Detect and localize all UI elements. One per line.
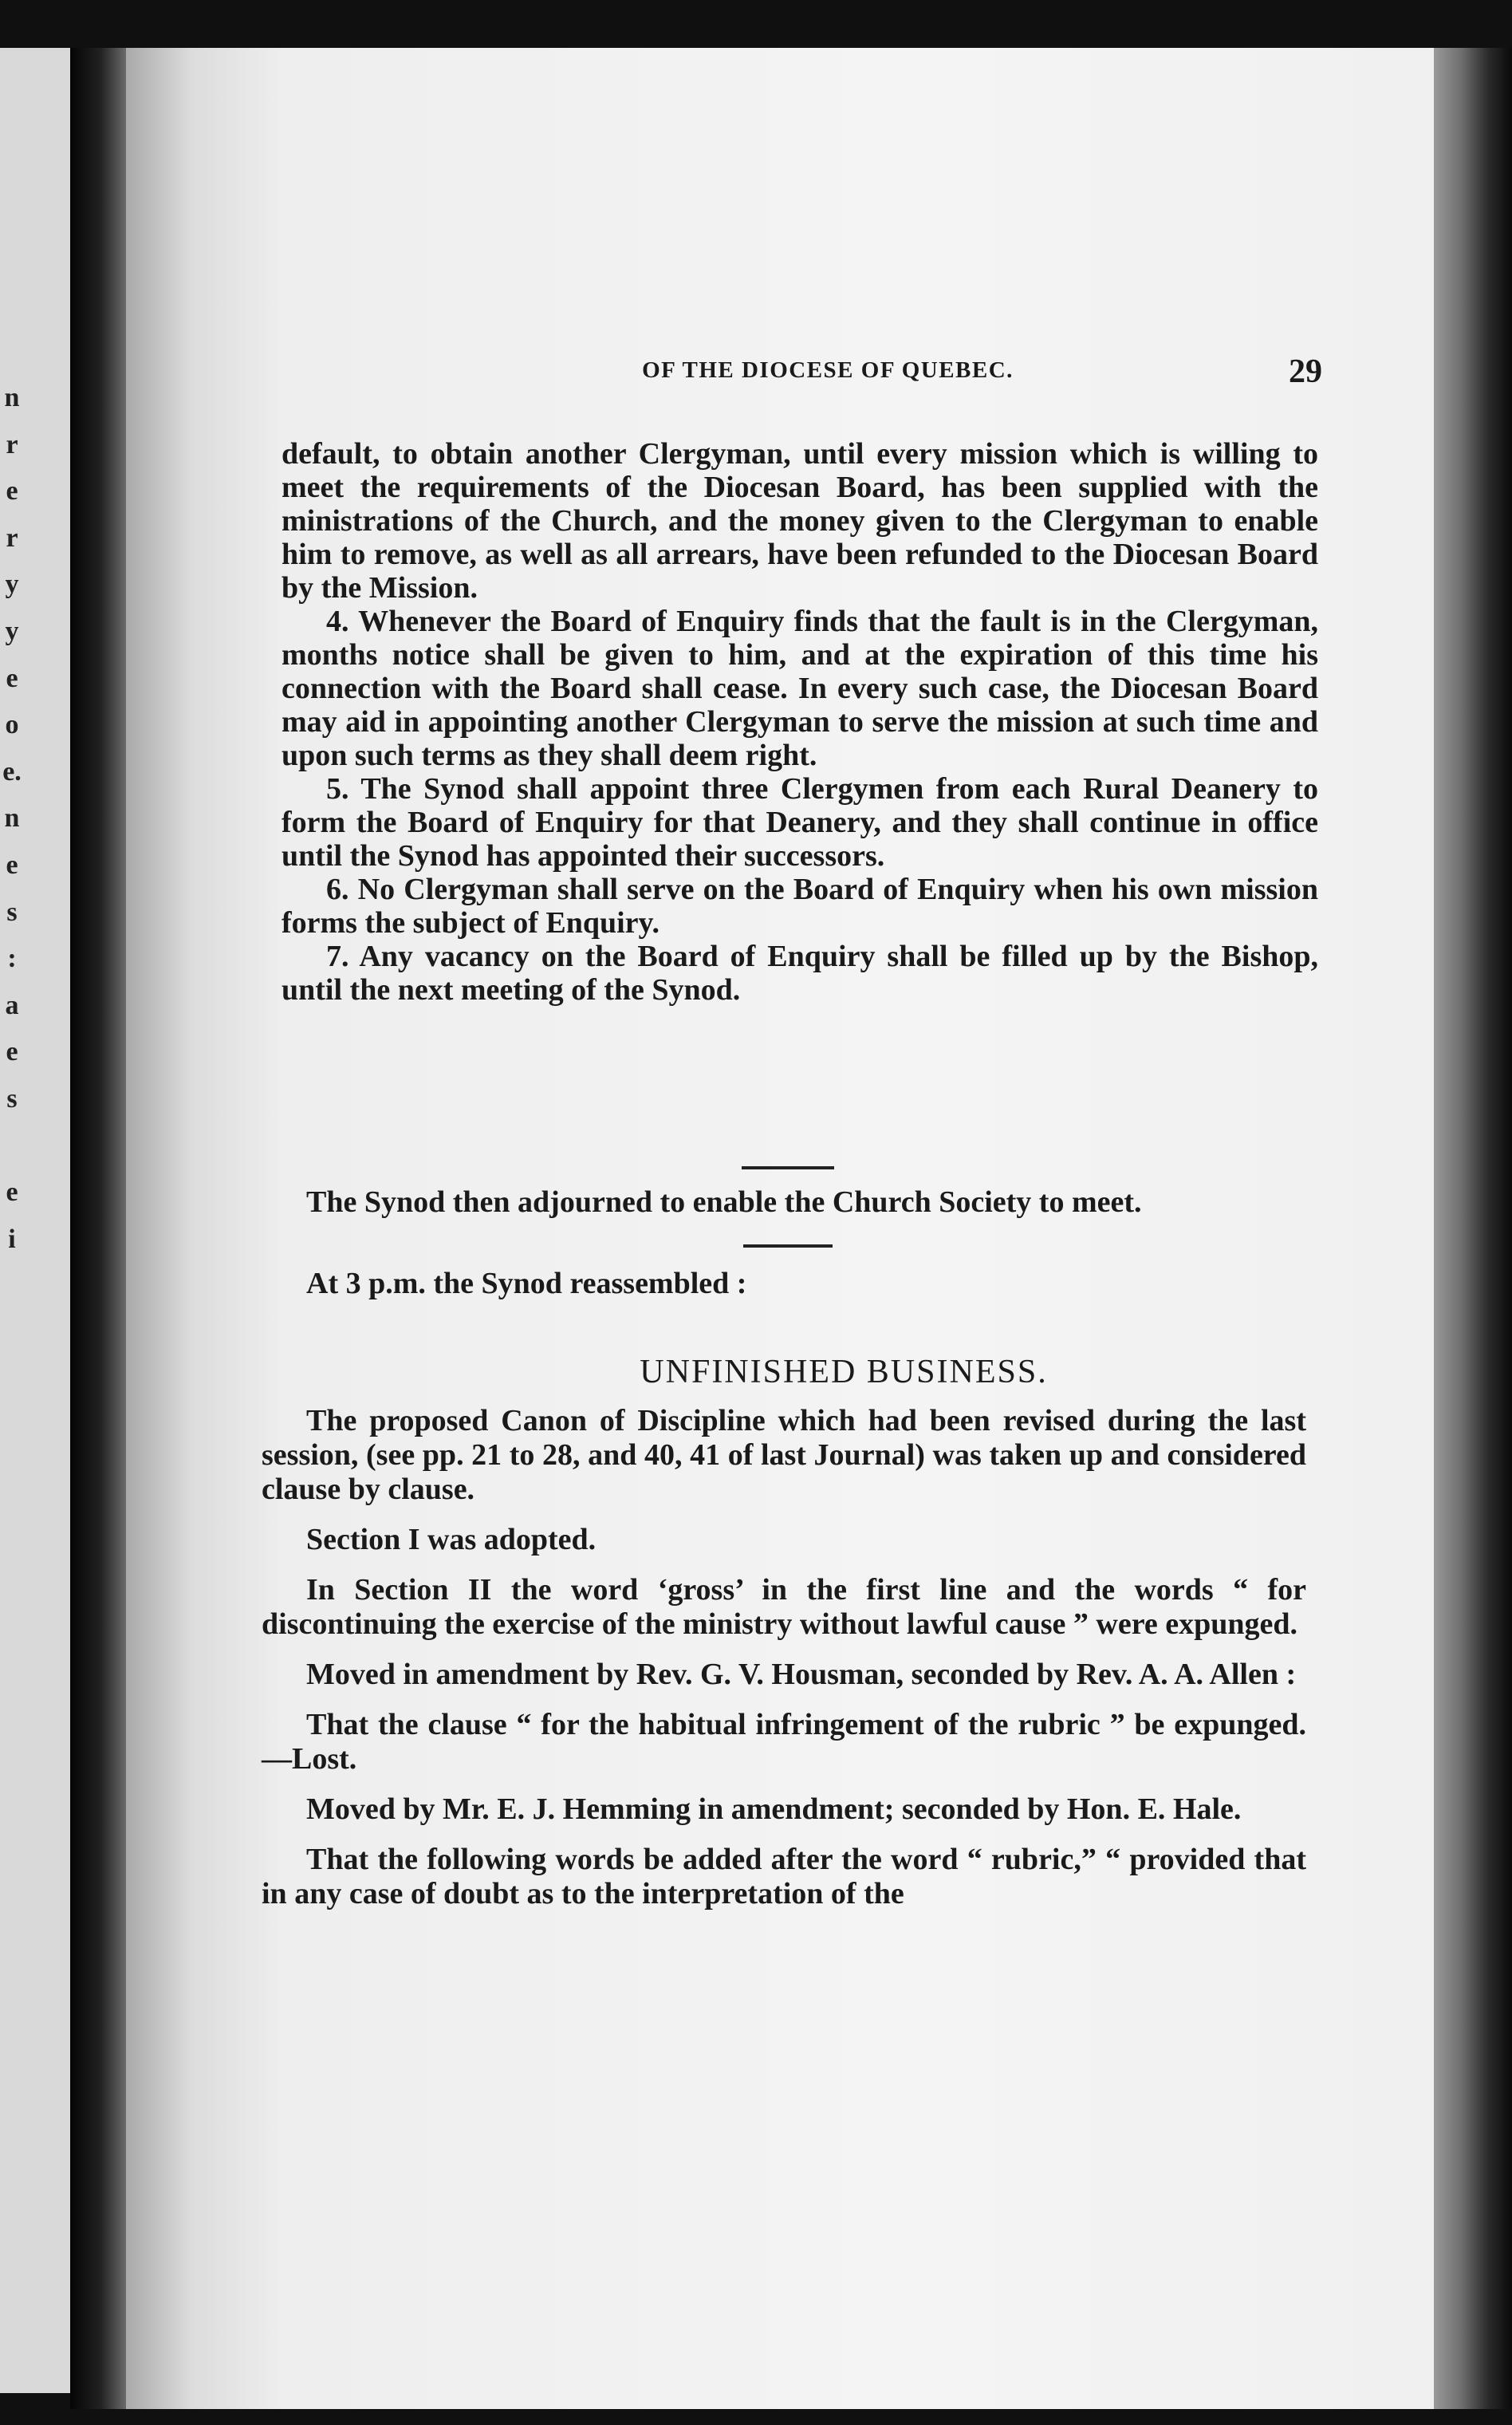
paragraph: Moved by Mr. E. J. Hemming in amendment; seconded by Hon. E. Hale. [306, 1792, 1242, 1826]
margin-letter: y [5, 616, 19, 646]
section-heading: UNFINISHED BUSINESS. [640, 1354, 1048, 1390]
divider-rule [742, 1166, 834, 1169]
margin-letter: s [6, 897, 18, 927]
margin-letter: n [4, 803, 20, 834]
margin-letter: : [7, 944, 17, 974]
facing-page-margin-letters [0, 375, 24, 1263]
margin-letter: o [5, 710, 19, 740]
paragraph: 6. No Clergyman shall serve on the Board of Enquiry when his own mission forms the subject of Enquiry. [282, 873, 1318, 940]
canon-clauses-block [282, 437, 1318, 1007]
margin-letter: r [6, 429, 18, 459]
paragraph: The proposed Canon of Discipline which had been revised during the last session, (see pp. 21 to 28, and 40, 41 of last Journal) was taken up and considered clause by clause. [262, 1404, 1306, 1506]
divider-rule [743, 1244, 833, 1248]
margin-letter: e [6, 850, 18, 880]
margin-letter: y [5, 570, 19, 600]
paragraph: 7. Any vacancy on the Board of Enquiry shall be filled up by the Bishop, until the next meeting of the Synod. [282, 940, 1318, 1007]
margin-letter: r [6, 522, 18, 553]
page-number: 29 [1289, 353, 1322, 390]
book-spine-shadow [70, 48, 126, 2409]
paragraph: default, to obtain another Clergyman, until every mission which is willing to meet the requirements of the Diocesan Board, has been supplied with the ministrations of the Church, and the money given to the Clergyman to enable him to remove, as well as all arrears, have been refunded to the Diocesan Board by the Mission. [282, 437, 1318, 605]
paragraph: In Section II the word ‘gross’ in the first line and the words “ for discontinuing the exercise of the ministry without lawful cause ” were expunged. [262, 1573, 1306, 1641]
paragraph: That the clause “ for the habitual infringement of the rubric ” be expunged.—Lost. [262, 1708, 1306, 1776]
reassembled-line: At 3 p.m. the Synod reassembled : [306, 1267, 747, 1300]
paragraph: 5. The Synod shall appoint three Clergymen from each Rural Deanery to form the Board of Enquiry for that Deanery, and they shall continue in office until the Synod has appointed their successors. [282, 772, 1318, 873]
adjourn-line: The Synod then adjourned to enable the Church Society to meet. [306, 1185, 1142, 1219]
paragraph: Section I was adopted. [306, 1523, 597, 1556]
book-page [126, 48, 1434, 2409]
margin-letter: e [6, 663, 18, 693]
margin-letter: e [6, 476, 18, 507]
margin-letter: e [6, 1037, 18, 1067]
running-title: OF THE DIOCESE OF QUEBEC. [642, 357, 1014, 383]
margin-letter: n [4, 383, 20, 412]
margin-letter: s [6, 1083, 18, 1114]
paragraph: 4. Whenever the Board of Enquiry finds that the fault is in the Clergyman, months notice shall be given to him, and at the expiration of this time his connection with the Board shall cease. In every such case, the Diocesan Board may aid in appointing another Clergyman to serve the mission at such time and upon such terms as they shall deem right. [282, 605, 1318, 772]
unfinished-business-block [262, 1404, 1306, 1927]
paragraph: That the following words be added after the word “ rubric,” “ provided that in any case of doubt as to the interpretation of the [262, 1843, 1306, 1910]
margin-letter: e [6, 1177, 18, 1208]
margin-letter: a [5, 990, 19, 1020]
margin-letter: i [8, 1224, 16, 1254]
page-edge-shadow [1434, 48, 1512, 2409]
margin-letter: e. [2, 756, 22, 787]
margin-letter [0, 1123, 24, 1170]
paragraph: Moved in amendment by Rev. G. V. Housman, seconded by Rev. A. A. Allen : [306, 1658, 1297, 1691]
